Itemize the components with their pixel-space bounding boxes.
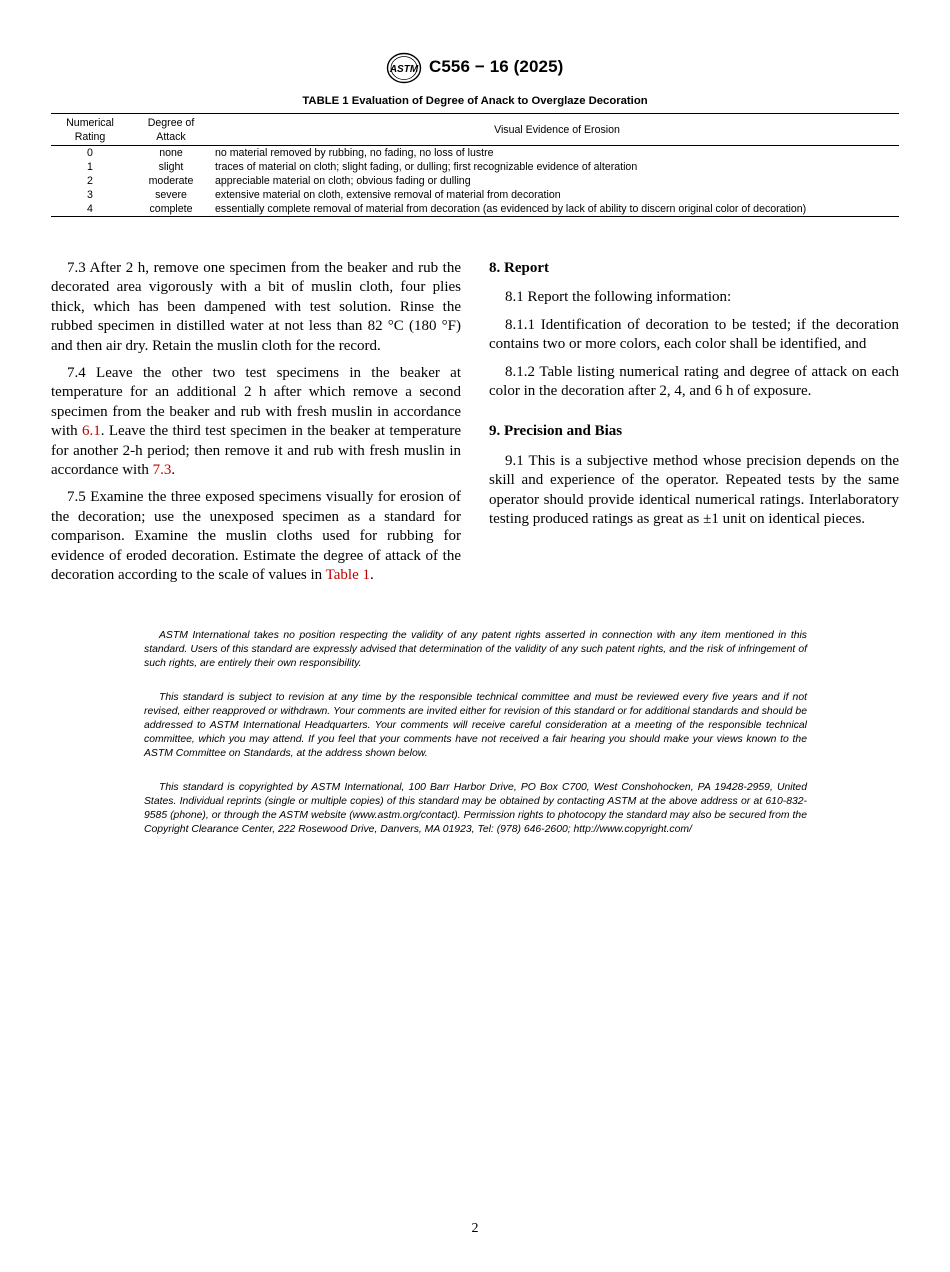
table-row: 1 slight traces of material on cloth; slight fading, or dulling; first recognizable evidence of alteration xyxy=(87,161,638,173)
section-7-3: 7.3 After 2 h, remove one specimen from the beaker and rub the decorated area vigorously with a bit of muslin cloth, four plies thick, which has been dampened with test solution. Rinse the rubbed specimen in distilled water at not less than 82 °C (180 °F) and then air dry. Retain the muslin cloth for the record. xyxy=(51,260,461,354)
document-id: C556 − 16 (2025) xyxy=(429,57,564,76)
legal-notices xyxy=(144,629,807,857)
section-9-1: 9.1 This is a subjective method whose precision depends on the skill and experience of the operator. Repeated tests by the same operator should provide identical numerical ratings. Interlaboratory testing produced ratings as great as ±1 unit on identical pieces. xyxy=(489,452,899,528)
astm-logo-icon xyxy=(386,52,422,84)
patent-notice: ASTM International takes no position respecting the validity of any patent rights asserted in connection with any item mentioned in this standard. Users of this standard are expressly advised that determination of the validity of any such patent rights, and the risk of infringement of such rights, are entirely their own responsibility. xyxy=(144,630,807,669)
heading-report: 8. Report xyxy=(489,260,549,276)
xref-table-1[interactable]: Table 1 xyxy=(325,567,370,584)
table-row: 3 severe extensive material on cloth, extensive removal of material from decoration xyxy=(87,189,561,201)
table-row: 4 complete essentially complete removal of material from decoration (as evidenced by lack of ability to discern original color of decoration) xyxy=(51,202,899,217)
section-7-4: 7.4 Leave the other two test specimens in the beaker at temperature for an additional 2 h after which remove a second specimen from the beaker and rub with fresh muslin in accordance with 6.1. Leave the third test specimen in the beaker at temperature for another 2-h period; then remove it and rub with fresh muslin in accordance with 7.3. xyxy=(51,365,461,479)
table-row: 0 none no material removed by rubbing, no fading, no loss of lustre xyxy=(87,147,494,159)
table-title: TABLE 1 Evaluation of Degree of Anack to Overglaze Decoration xyxy=(302,95,648,107)
header-visual-evidence: Visual Evidence of Erosion xyxy=(494,123,620,136)
left-column xyxy=(51,259,461,594)
page-number: 2 xyxy=(471,1221,479,1236)
revision-notice: This standard is subject to revision at any time by the responsible technical committee and must be reviewed every five years and if not revised, either reapproved or withdrawn. Your comments are invited either for revision of this standard or for additional standards and should be addressed to ASTM International Headquarters. Your comments will receive careful consideration at a meeting of the responsible technical committee, which you may attend. If you feel that your comments have not received a fair hearing you should make your views known to the ASTM Committee on Standards, at the address shown below. xyxy=(144,692,807,759)
header-degree-of-attack: Degree of Attack xyxy=(147,117,195,143)
heading-precision-bias: 9. Precision and Bias xyxy=(489,423,623,440)
svg-text:ASTM: ASTM xyxy=(389,64,419,75)
table-header-row xyxy=(51,114,899,146)
xref-6-1[interactable]: 6.1 xyxy=(82,423,101,440)
xref-7-3[interactable]: 7.3 xyxy=(152,462,172,479)
section-8-1: 8.1 Report the following information: xyxy=(505,289,732,306)
copyright-notice: This standard is copyrighted by ASTM International, 100 Barr Harbor Drive, PO Box C700, West Conshohocken, PA 19428-2959, United States. Individual reprints (single or multiple copies) of this standard may be obtained by contacting ASTM at the above address or at 610-832-9585 (phone), or through the ASTM website (www.astm.org/contact). Permission rights to photocopy the standard may also be secured from the Copyright Clearance Center, 222 Rosewood Drive, Danvers, MA 01923, Tel: (978) 646-2600; http://www.copyright.com/ xyxy=(144,782,807,835)
section-7-5: 7.5 Examine the three exposed specimens visually for erosion of the decoration; use the unexposed specimen as a standard for comparison. Examine the muslin cloths used for rubbing for evidence of eroded decoration. Estimate the degree of attack of the decoration according to the scale of values in Table 1. xyxy=(51,489,461,584)
header-numerical-rating: Numerical Rating xyxy=(66,117,114,143)
right-column xyxy=(489,259,899,537)
page-header xyxy=(0,52,950,84)
section-8-1-2: 8.1.2 Table listing numerical rating and degree of attack on each color in the decoration after 2, 4, and 6 h of exposure. xyxy=(489,363,899,400)
evaluation-table xyxy=(51,113,899,217)
table-row: 2 moderate appreciable material on cloth; obvious fading or dulling xyxy=(87,175,471,187)
section-8-1-1: 8.1.1 Identification of decoration to be tested; if the decoration contains two or more colors, each color shall be identified, and xyxy=(489,316,899,353)
